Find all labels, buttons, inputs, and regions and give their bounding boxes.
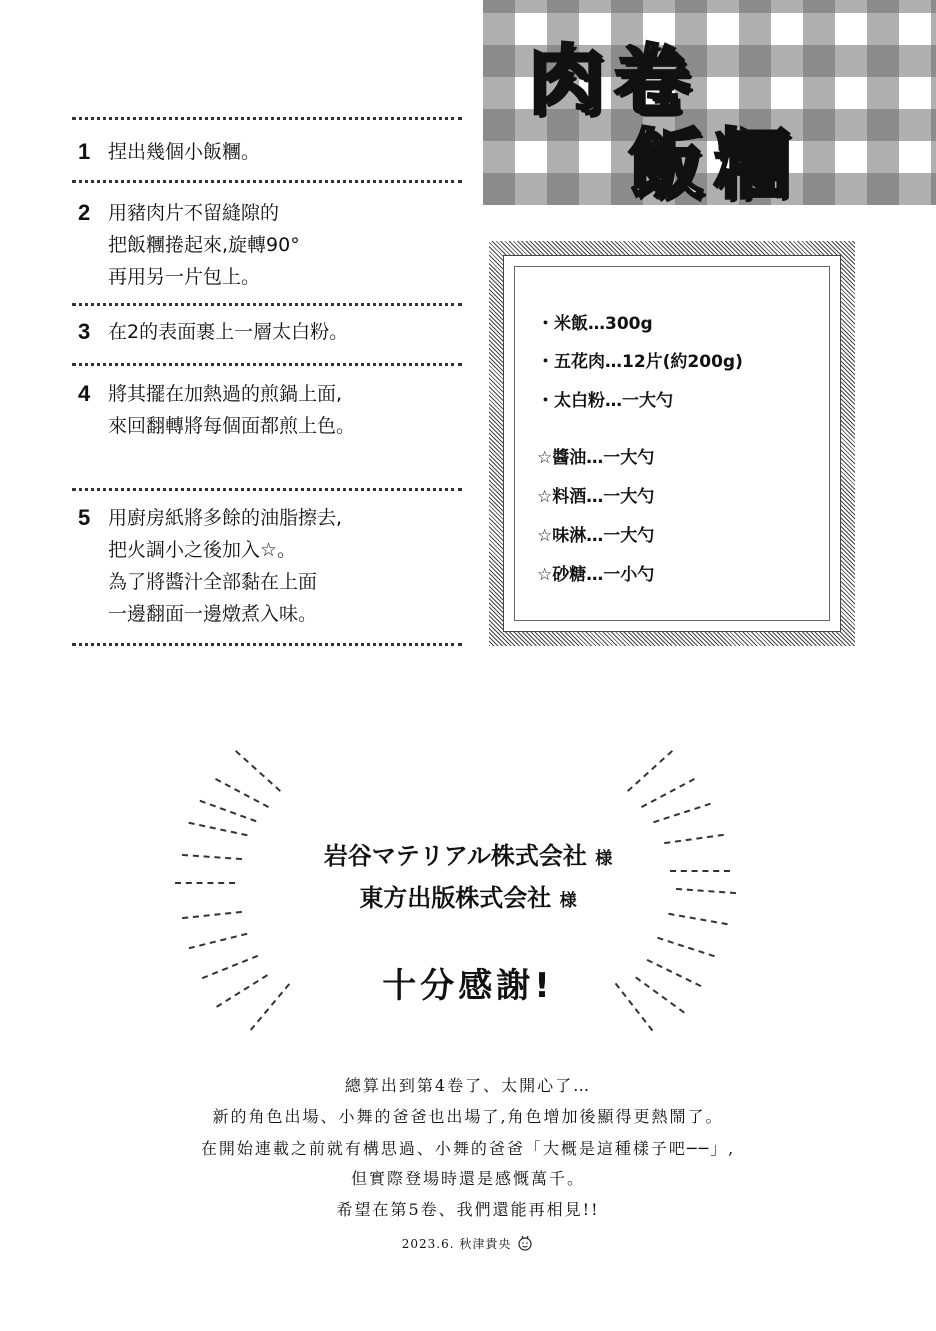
thanks-message: 十分感謝!: [382, 966, 554, 1006]
divider: [72, 303, 462, 306]
afterword-line: 在開始連載之前就有構思過、小舞的爸爸「大概是這種樣子吧──」,: [200, 1139, 736, 1158]
smiley-icon: [516, 1235, 534, 1251]
step-number: 3: [78, 319, 91, 344]
step-text: 將其擺在加熱過的煎鍋上面,: [108, 383, 343, 405]
burst-ray: [235, 750, 281, 792]
afterword-line: 希望在第5卷、我們還能再相見!!: [336, 1200, 600, 1219]
ingredient-item: ☆醬油…一大勺: [537, 448, 655, 468]
step-text: 一邊翻面一邊燉煮入味。: [108, 603, 318, 625]
burst-ray: [188, 822, 247, 836]
step-number: 5: [78, 505, 91, 530]
divider: [72, 117, 462, 120]
step-text: 為了將醬汁全部黏在上面: [108, 571, 318, 593]
afterword-line: 總算出到第4卷了、太開心了…: [344, 1076, 592, 1095]
divider: [72, 488, 462, 491]
ingredient-item: ☆味淋…一大勺: [537, 526, 655, 546]
step-number: 4: [78, 381, 91, 406]
step-text: 在2的表面裹上一層太白粉。: [108, 321, 349, 343]
ingredient-item: ・太白粉…一大勺: [537, 391, 673, 411]
afterword-line: 新的角色出場、小舞的爸爸也出場了,角色增加後顯得更熱鬧了。: [212, 1107, 724, 1126]
step-number: 2: [78, 200, 91, 225]
step-number: 1: [78, 139, 91, 164]
burst-ray: [189, 933, 248, 949]
burst-ray: [627, 750, 673, 792]
burst-ray: [199, 800, 256, 822]
step-text: 再用另一片包上。: [108, 266, 261, 288]
company-name: 岩谷マテリアル株式会社: [323, 842, 587, 870]
step-text: 用豬肉片不留縫隙的: [108, 202, 280, 224]
afterword-line: 但實際登場時還是感慨萬千。: [350, 1169, 585, 1188]
ingredient-item: ☆砂糖…一小勺: [537, 565, 655, 585]
divider: [72, 363, 462, 366]
step-text: 把火調小之後加入☆。: [108, 539, 297, 561]
step-text: 把飯糰捲起來,旋轉90°: [108, 234, 300, 256]
thanks-company-2: [0, 878, 936, 913]
ingredient-item: ☆料酒…一大勺: [537, 487, 655, 507]
company-name: 東方出版株式会社: [359, 884, 552, 912]
ingredient-item: ・五花肉…12片(約200g): [537, 352, 743, 372]
honorific: 様: [559, 891, 577, 911]
ingredient-item: ・米飯…300g: [537, 314, 653, 334]
burst-ray: [215, 778, 269, 808]
step-text: 捏出幾個小飯糰。: [108, 141, 261, 163]
burst-ray: [657, 937, 715, 957]
step-text: 用廚房紙將多餘的油脂擦去,: [108, 507, 343, 529]
honorific: 様: [595, 849, 613, 869]
signature-text: 2023.6. 秋津貴央: [401, 1237, 512, 1251]
recipe-title-line1: 肉卷: [528, 36, 700, 125]
burst-ray: [653, 803, 711, 823]
step-text: 來回翻轉將每個面都煎上色。: [108, 415, 356, 437]
signature: [0, 1235, 936, 1252]
thanks-company-1: [0, 836, 936, 871]
divider: [72, 180, 462, 183]
recipe-title-line2: 飯糰: [628, 120, 800, 209]
burst-ray: [641, 778, 695, 808]
divider: [72, 643, 462, 646]
burst-ray: [668, 913, 727, 925]
